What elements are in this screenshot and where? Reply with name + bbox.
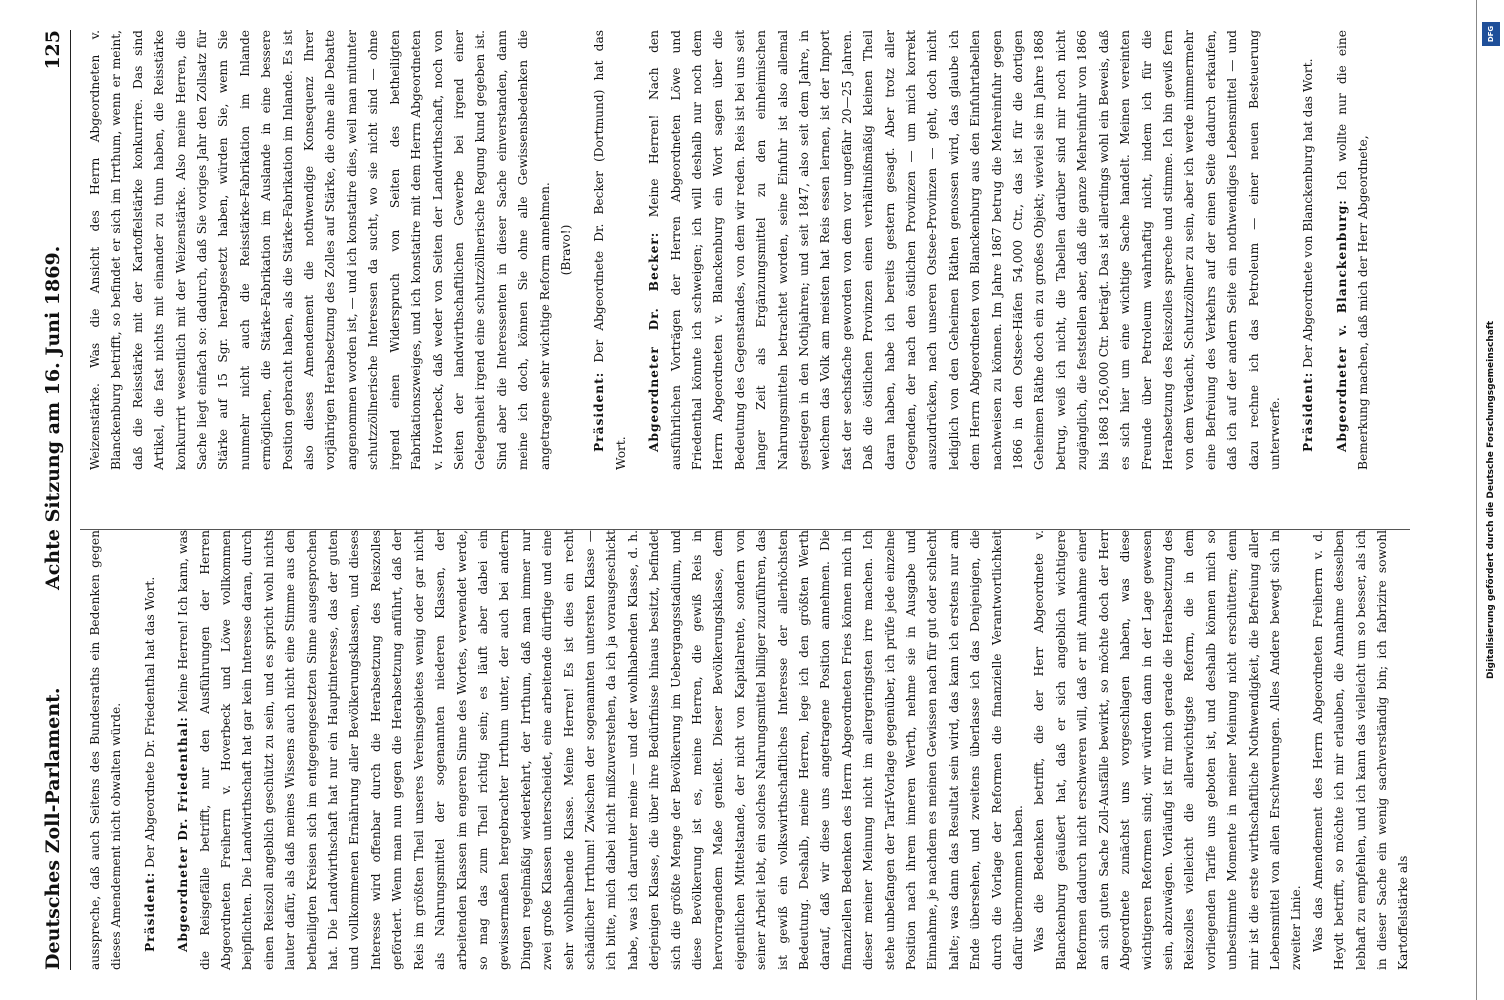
speaker-label: Abgeordneter Dr. Becker: <box>647 231 662 452</box>
credit-sidebar <box>1478 0 1504 1000</box>
rotated-text-block <box>0 10 1440 1000</box>
speaker-label: Präsident: <box>142 871 157 952</box>
president-remark <box>1298 30 1319 470</box>
speaker-label: Abgeordneter Dr. Friedenthal: <box>176 716 191 952</box>
speech-paragraph <box>173 530 1029 970</box>
right-column <box>85 30 1375 470</box>
president-remark <box>140 530 161 970</box>
page-number: 125 <box>42 30 64 70</box>
remark-text: Der Abgeordnete Dr. Becker (Dortmund) hat das Wort. <box>592 29 628 470</box>
applause-note: (Bravo!) <box>558 224 573 276</box>
column-divider <box>80 529 1410 530</box>
speech-paragraph <box>1332 30 1375 470</box>
speech-text: Ich wollte nur die eine Bemerkung machen, daß mich der Herr Abgeordnete, <box>1334 30 1371 470</box>
speaker-label: Präsident: <box>1301 371 1316 452</box>
paragraph: Weizenstärke. Was die Ansicht des Herrn Abgeordneten v. Blanckenburg betrifft, so befindet er sich im Irrthum, wenn er meint, daß die Reisstärke mit der Kartoffelstärke konkurrire. Das sind Artikel, die fast nichts mit einander zu thun haben, die Reisstärke konkurrirt wesentlich mit der Weizenstärke. Also meine Herren, die Sache liegt einfach so: dadurch, daß Sie voriges Jahr den Zollsatz für Stärke auf 15 Sgr. herabgesetzt haben, würden Sie, wenn Sie nunmehr nicht auch die Reisstärke-Fabrikation im Inlande ermöglichen, die Stärke-Fabrikation im Auslande in eine bessere Position gebracht haben, als die Stärke-Fabrikation im Inlande. Es ist also dieses Amendement die nothwendige Konsequenz Ihrer vorjährigen Herabsetzung des Zolles auf Stärke, die ohne alle Debatte angenommen worden ist, — und ich konstatire dies, weil man mitunter schutzzöllnerische Interessen da sucht, wo sie nicht sind — ohne irgend einen Widerspruch von Seiten des betheiligten Fabrikationszweiges, und ich konstatire mit dem Herrn Abgeordneten v. Hoverbeck, daß weder von Seiten der Landwirthschaft, noch von Seiten der landwirthschaftlichen Gewerbe bei irgend einer Gelegenheit irgend eine schutzzöllnerische Regung kund gegeben ist. Sind aber die Interessenten in dieser Sache einverstanden, dann meine ich doch, können Sie ohne alle Gewissensbedenken die angetragene sehr wichtige Reform annehmen. <box>88 30 552 470</box>
speech-paragraph: Was das Amendement des Herrn Abgeordneten Freiherrn v. d. Heydt betrifft, so möchte ich mir erlauben, die Annahme desselben lebhaft zu empfehlen, und ich kann das vielleicht um so besser, als ich in dieser Sache ein wenig sachverständig bin; ich fabrizire sowohl Kartoffelstärke als <box>1310 530 1411 970</box>
paragraph: ausspreche, daß auch Seitens des Bundesraths ein Bedenken gegen dieses Amendement nicht obwalten würde. <box>88 530 124 970</box>
speech-text: Meine Herren! Nach den ausführlichen Vorträgen der Herren Abgeordneten Löwe und Friedenthal könnte ich schweigen; ich will deshalb nur noch dem Herrn Abgeordneten v. Blanckenburg ein Wort sagen über die Bedeutung des Gegenstandes, von dem wir reden. Reis ist bei uns seit langer Zeit als Ergänzungsmittel zu den einheimischen Nahrungsmitteln betrachtet worden, seine Einfuhr ist also allemal gestiegen in den Nothjahren; und seit 1847, also seit dem Jahre, in welchem das Volk am meisten hat Reis essen lernen, ist der Import fast der sechsfache geworden von dem vor ungefähr 20—25 Jahren. Daß die östlichen Provinzen einen verhältnißmäßig kleinen Theil daran haben, habe ich bereits gestern gesagt. Aber trotz aller Gegenden, der nach den östlichen Provinzen — um mich korrekt auszudrücken, nach unseren Ostsee-Provinzen — geht, doch nicht lediglich von den Geheimen Räthen genossen wird, das glaube ich dem Herrn Abgeordneten von Blanckenburg aus den Einfuhrtabellen nachweisen zu können. Im Jahre 1867 betrug die Mehreinfuhr gegen 1866 in den Ostsee-Häfen 54,000 Ctr., das ist für die dortigen Geheimen Räthe doch ein zu großes Objekt; wieviel sie im Jahre 1868 betrug, weiß ich nicht, die Tabellen darüber sind mir noch nicht zugänglich, die feststellen aber, daß die ganze Mehreinfuhr von 1866 bis 1868 126,000 Ctr. beträgt. Das ist allerdings wohl ein Beweis, daß es sich hier um eine wichtige Sache handelt. Meinen vereinten Freunde über Petroleum wahrhaftig nicht, indem ich für die Herabsetzung des Reiszolles spreche und stimme. Ich bin gewiß fern von dem Verdacht, Schutzzöllner zu sein, aber ich werde nimmermehr eine Befreiung des Verkehrs auf der einen Seite dadurch erkaufen, daß ich auf der andern Seite ein nothwendiges Lebensmittel — und dazu rechne ich das Petroleum — einer neuen Besteuerung unterwerfe. <box>647 30 1282 470</box>
scan-edge-line <box>1476 0 1477 1000</box>
speech-paragraph: Was die Bedenken betrifft, die der Herr Abgeordnete v. Blanckenburg geäußert hat, daß er sich angeblich wichtigere Reformen dadurch nicht erschweren will, daß er mit Annahme einer an sich guten Sache Zoll-Ausfälle bewirkt, so möchte doch der Herr Abgeordnete zunächst uns vorgeschlagen haben, was diese wichtigeren Reformen sind; wir würden dann in der Lage gewesen sein, abzuwägen. Vorläufig ist für mich gerade die Herabsetzung des Reiszolles vielleicht die allerwichtigste Reform, die in dem vorliegenden Tarife uns geboten ist, und deshalb können mich so unbestimmte Momente in meiner Meinung nicht erschüttern; denn mir ist die erste wirthschaftliche Nothwendigkeit, die Befreiung aller Lebensmittel von allen Erschwerungen. Alles Andere bewegt sich in zweiter Linie. <box>1032 530 1304 970</box>
speaker-label: Abgeordneter v. Blanckenburg: <box>1334 199 1349 452</box>
speech-text: Meine Herren! Ich kann, was die Reisgefälle betrifft, nur den Ausführungen der Herren Abgeordneten Freiherrn v. Hoverbeck und Löwe vollkommen beipflichten. Die Landwirthschaft hat gar kein Interesse daran, durch einen Reiszoll angeblich geschützt zu sein, und es spricht wohl nichts lauter dafür, als daß meines Wissens auch nicht eine Stimme aus den betheiligten Kreisen sich im entgegengesetzten Sinne ausgesprochen hat. Die Landwirthschaft hat nur ein Hauptinteresse, das der guten und vollkommenen Ernährung aller Bevölkerungsklassen, und dieses Interesse wird offenbar durch die Herabsetzung des Reiszolles gefördert. Wenn man nun gegen die Herabsetzung anführt, daß der Reis im größten Theil unseres Vereinsgebietes wenig oder gar nicht als Nahrungsmittel der sogenannten niederen Klassen, der arbeitenden Klassen im engeren Sinne des Wortes, verwendet werde, so mag das zum Theil richtig sein; es läuft aber dabei ein gewissermaßen hergebrachter Irrthum unter, der auch bei andern Dingen regelmäßig wiederkehrt, der Irrthum, daß man immer nur zwei große Klassen unterscheidet, eine arbeitende dürftige und eine sehr wohlhabende Klasse. Meine Herren! Es ist dies ein recht schädlicher Irrthum! Zwischen der sogenannten untersten Klasse — ich bitte, mich dabei nicht mißzuverstehen, da ich ja vorausgeschickt habe, was ich darunter meine — und der wohlhabenden Klasse, d. h. derjenigen Klasse, die über ihre Bedürfnisse hinaus besitzt, befindet sich die größte Menge der Bevölkerung im Uebergangsstadium, und diese Bevölkerung ist es, meine Herren, die gewiß Reis in hervorragendem Maße genießt. Dieser Bevölkerungsklasse, dem eigentlichen Mittelstande, der nicht von Kapitalrente, sondern von seiner Arbeit lebt, ein solches Nahrungsmittel billiger zuzuführen, das ist gewiß ein volkswirthschaftliches Interesse der allerhöchsten Bedeutung. Deshalb, meine Herren, lege ich den größten Werth darauf, daß wir diese uns angetragene Position annehmen. Die finanziellen Bedenken des Herrn Abgeordneten Fries können mich in dieser meiner Meinung nicht im allergeringsten irre machen. Ich stehe unbefangen der Tarif-Vorlage gegenüber, ich prüfe jede einzelne Position nach ihrem inneren Werth, nehme sie in Ausgabe und Einnahme, je nachdem es meinen Gewissen nach für gut oder schlecht halte; was dann das Resultat sein wird, das kann ich erstens nur am Ende übersehen, und zweitens überlasse ich das Denjenigen, die durch die Vorlage der Reformen die finanzielle Verantwortlichkeit dafür übernommen haben. <box>176 530 1026 970</box>
president-remark <box>589 30 632 470</box>
remark-text: Der Abgeordnete Dr. Friedenthal hat das Wort. <box>142 576 157 868</box>
page-header <box>40 30 71 970</box>
speaker-label: Präsident: <box>592 371 607 452</box>
remark-text: Der Abgeordnete von Blanckenburg hat das Wort. <box>1301 58 1316 368</box>
dfg-logo-text: DFG <box>1487 25 1495 43</box>
speech-paragraph <box>644 30 1286 470</box>
funding-credit: Digitalisierung gefördert durch die Deutsche Forschungsgemeinschaft <box>1486 320 1496 680</box>
credit-text-block <box>1478 0 1504 1000</box>
journal-title: Deutsches Zoll-Parlament. <box>42 687 64 970</box>
session-date: Achte Sitzung am 16. Juni 1869. <box>42 245 64 590</box>
dfg-logo-icon <box>1482 22 1500 46</box>
left-column <box>85 530 1415 970</box>
